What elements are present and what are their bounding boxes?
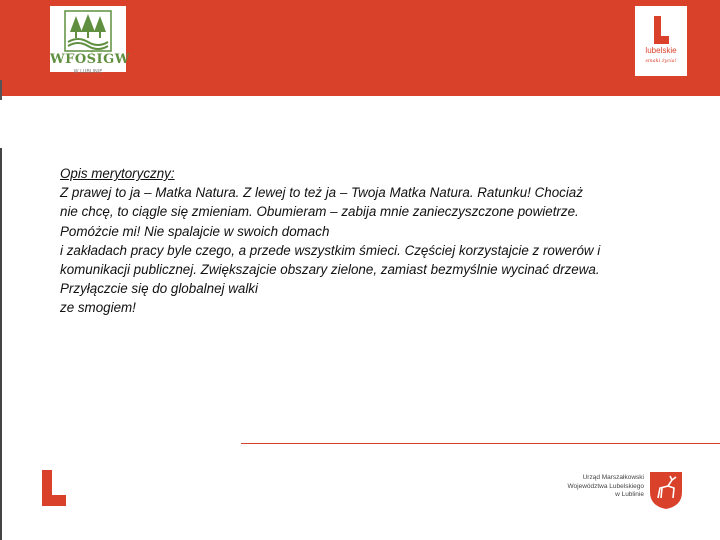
description-block (60, 164, 660, 318)
footer-divider (241, 443, 720, 444)
wfosigw-logo-subtitle: W LUBLINIE (73, 69, 103, 75)
left-border-lower (0, 148, 2, 540)
institution-line: Województwa Lubelskiego (567, 482, 644, 490)
description-line: ze smogiem! (60, 300, 136, 316)
description-line: Z prawej to ja – Matka Natura. Z lewej to też ja – Twoja Matka Natura. Ratunku! Chociaż (60, 185, 583, 201)
wfosigw-logo (50, 6, 130, 75)
wfosigw-logo-text: WFOŚIGW (50, 52, 130, 67)
description-line: komunikacji publicznej. Zwiększajcie obszary zielone, zamiast bezmyślnie wycinać drzewa. (60, 262, 600, 278)
lubelskie-logo-text: lubelskie (645, 46, 677, 55)
institution-line: Urząd Marszałkowski (582, 474, 644, 481)
lubelskie-l-icon (652, 16, 670, 44)
institution-name (560, 474, 644, 500)
forest-logo-icon (64, 10, 112, 52)
left-border (0, 80, 2, 100)
lubelskie-l-icon (40, 470, 68, 506)
description-line: Przyłączcie się do globalnej walki (60, 281, 258, 297)
lubelskie-logo (635, 6, 687, 76)
description-heading: Opis merytoryczny: (60, 166, 175, 181)
deer-shield-icon (648, 470, 684, 510)
description-line: nie chcę, to ciągle się zmieniam. Obumieram – zabija mnie zanieczyszczone powietrze. (60, 204, 579, 220)
description-line: i zakładach pracy byle czego, a przede wszystkim śmieci. Częściej korzystajcie z rowerów i (60, 242, 601, 258)
institution-line: w Lublinie (615, 491, 644, 498)
description-line: Pomóżcie mi! Nie spalajcie w swoich domach (60, 223, 330, 239)
lubelskie-tagline: smaki życia! (645, 58, 677, 64)
